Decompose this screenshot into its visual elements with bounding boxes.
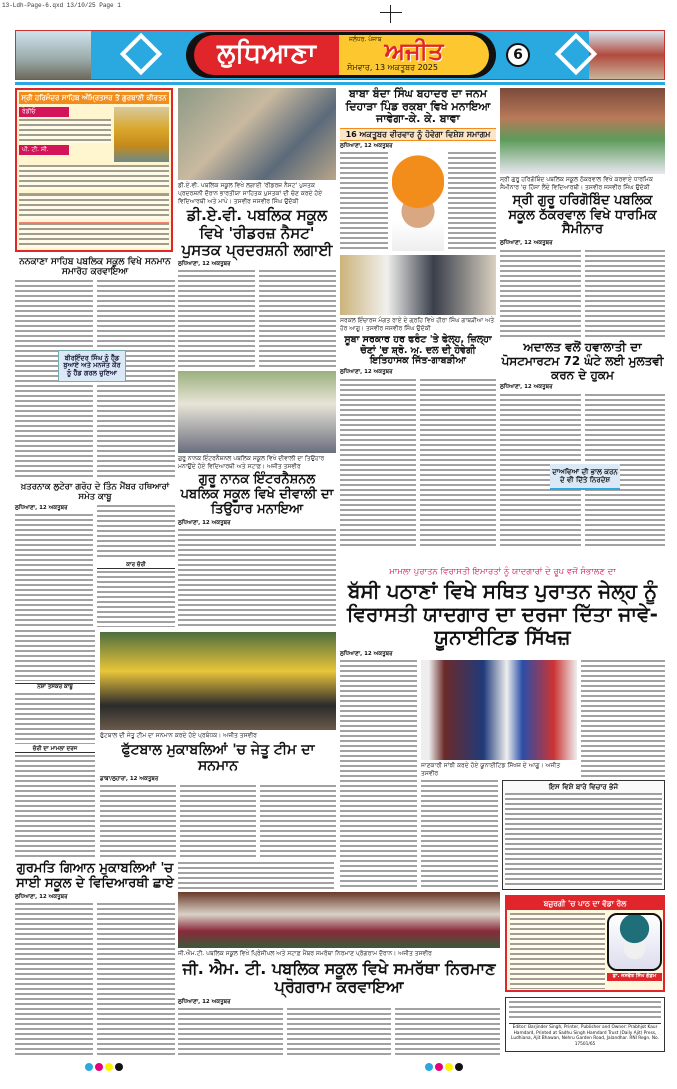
- clock-tower-photo: [589, 31, 664, 79]
- article-body-columns: [340, 660, 665, 890]
- football-team-photo: [100, 632, 336, 730]
- city-name: ਲੁਧਿਆਣਾ: [194, 35, 339, 75]
- side-col: [97, 505, 175, 627]
- golden-temple-photo: [114, 107, 169, 162]
- article-body: [97, 903, 175, 1056]
- dateline: ਲੁਧਿਆਣਾ, 12 ਅਕਤੂਬਰ: [500, 384, 553, 391]
- gabria-headline: ਸੂਬਾ ਸਰਕਾਰ ਹਰ ਫਰੰਟ 'ਤੇ ਫੇਲ੍ਹ, ਜ਼ਿਲ੍ਹਾ ਚੋਣਾਂ 'ਚ ਸ਼੍ਰੋ. ਅ. ਦਲ ਦੀ ਹੋਵੇਗੀ ਇਤਿਹਾਸਕ ਜਿੱਤ-ਗਾਬੜੀਆ: [344, 333, 492, 367]
- robbers-col: [15, 505, 93, 627]
- schedule-text: [19, 222, 169, 248]
- nankana-article: [15, 257, 175, 480]
- ad-person-name: ਡਾ. ਜਸਵੰਤ ਸਿੰਘ ਗੰਡਮ: [607, 973, 662, 981]
- bassi-kicker: ਮਾਮਲਾ ਪੁਰਾਤਨ ਵਿਰਾਸਤੀ ਇਮਾਰਤਾਂ ਨੂੰ ਯਾਦਗਾਰਾਂ ਦੇ ਰੂਪ ਵਜੋਂ ਸੰਭਾਲਣ ਦਾ: [389, 567, 616, 577]
- article-body: [15, 514, 93, 627]
- bawa-headline: ਬਾਬਾ ਬੰਦਾ ਸਿੰਘ ਬਹਾਦਰ ਦਾ ਜਨਮ ਦਿਹਾੜਾ ਪਿੰਡ ਰਕਬਾ ਵਿਖੇ ਮਨਾਇਆ ਜਾਵੇਗਾ-ਕੇ. ਕੇ. ਬਾਵਾ: [345, 87, 491, 126]
- side-item-heading: ਕਾਰ ਚੋਰੀ: [97, 562, 175, 569]
- side-item-heading: ਨਸ਼ਾ ਤਸਕਰ ਕਾਬੂ: [15, 683, 95, 690]
- gurmat-article: [15, 862, 175, 1056]
- dateline: ਲੁਧਿਆਣਾ, 12 ਅਕਤੂਬਰ: [15, 893, 68, 900]
- notice-title: ਇਸ ਵਿਸ਼ੇ ਬਾਰੇ ਵਿਚਾਰ ਭੇਜੋ: [548, 782, 619, 791]
- article-body: [340, 379, 416, 549]
- color-registration-bar: [15, 1062, 665, 1072]
- notice-text: [505, 793, 662, 887]
- photo-credit: ਅਜੀਤ ਤਸਵੀਰ: [266, 463, 301, 471]
- article-body: [178, 862, 334, 890]
- dateline: ਲੁਧਿਆਣਾ, 12 ਅਕਤੂਬਰ: [340, 143, 393, 150]
- dateline: ਡਾਬਾ/ਲੁਹਾਰਾ, 12 ਅਕਤੂਬਰ: [100, 775, 159, 782]
- side-items-column: [15, 630, 95, 858]
- caption-text: ਜਾਣਕਾਰੀ ਸਾਂਝੀ ਕਰਦੇ ਹੋਏ ਯੂਨਾਈਟਿਡ ਸਿੱਖਜ਼ ਦੇ ਆਗੂ।: [421, 761, 544, 769]
- article-body: [420, 379, 496, 549]
- seminar-article: [500, 88, 665, 338]
- photo-credit: ਤਸਵੀਰ ਜਸਵੀਰ ਸਿੰਘ ਉਦੋਕੀ: [233, 197, 299, 205]
- radio-label: ਰੇਡੀਓ: [19, 107, 69, 117]
- notice-box: [502, 780, 665, 891]
- crop-mark: [390, 5, 391, 23]
- photo-credit: ਅਜੀਤ ਤਸਵੀਰ: [421, 761, 561, 777]
- nankana-headline: ਨਨਕਾਣਾ ਸਾਹਿਬ ਪਬਲਿਕ ਸਕੂਲ ਵਿਖੇ ਸਨਮਾਨ ਸਮਾਰੋਹ ਕਰਵਾਇਆ: [19, 257, 171, 278]
- photo-credit: ਅਜੀਤ ਤਸਵੀਰ: [398, 950, 432, 957]
- article-body: [500, 250, 581, 338]
- decor-diamond: [120, 33, 162, 75]
- ad-portrait: [607, 913, 662, 971]
- gurbani-listings: [19, 107, 111, 162]
- article-body-columns: [15, 280, 175, 480]
- photo-caption: [100, 732, 336, 740]
- court-box: ਦਾਅਵਿਆਂ ਦੀ ਭਾਲ ਕਰਨ ਦੇ ਵੀ ਦਿੱਤੇ ਨਿਰਦੇਸ਼: [550, 464, 620, 490]
- photo-credit: ਤਸਵੀਰ ਜਸਵੀਰ ਸਿੰਘ ਉਦੋਕੀ: [585, 183, 650, 191]
- kk-bawa-portrait: [392, 152, 444, 251]
- dateline: ਲੁਧਿਆਣਾ, 12 ਅਕਤੂਬਰ: [15, 504, 68, 511]
- seminar-photo: [500, 88, 665, 174]
- caption-text: ਸ੍ਰੀ ਗੁਰੂ ਹਰਿਗੋਬਿੰਦ ਪਬਲਿਕ ਸਕੂਲ ਠੱਕਰਵਾਲ ਵਿਖੇ ਕਰਵਾਏ ਧਾਰਮਿਕ ਸੈਮੀਨਾਰ 'ਚ ਹਿੱਸਾ ਲੈਂਦੇ ਵਿਦਿਆਰਥੀ।: [500, 176, 653, 191]
- article-body: [178, 529, 336, 628]
- gurmat-headline: ਗੁਰਮਤਿ ਗਿਆਨ ਮੁਕਾਬਲਿਆਂ 'ਚ ਸਾਈ ਸਕੂਲ ਦੇ ਵਿਦਿਆਰਥੀ ਛਾਏ: [16, 861, 174, 891]
- gabria-meeting-photo: [340, 255, 496, 315]
- article-body: [97, 571, 175, 627]
- article-body-columns: [500, 250, 665, 338]
- statue-photo: [16, 31, 91, 79]
- bassi-photo-row: [421, 660, 665, 778]
- article-body-columns: [100, 785, 336, 858]
- tagline: ਜਲੰਧਰ. ਪੰਜਾਬ: [349, 36, 382, 43]
- article-body: [15, 755, 95, 858]
- ad-title: ਬਜ਼ੁਰਗੀ 'ਚ ਪਾਠ ਦਾ ਵੱਡਾ ਰੋਲ: [507, 897, 663, 910]
- caption-text: ਗੁਰੂ ਨਾਨਕ ਇੰਟਰਨੈਸ਼ਨਲ ਪਬਲਿਕ ਸਕੂਲ ਵਿਖੇ ਦੀਵਾਲੀ ਦਾ ਤਿਉਹਾਰ ਮਨਾਉਂਦੇ ਹੋਏ ਵਿਦਿਆਰਥੀ ਅਤੇ ਸਟਾਫ਼।: [178, 455, 325, 471]
- imprint-notice: [509, 1001, 661, 1021]
- caption-text: ਸਰਕਲ ਇੰਚਾਰਜ ਮੰਗਤ ਰਾਏ ਦੇ ਗ੍ਰਹਿ ਵਿਖੇ ਹੀਰਾ ਸਿੰਘ ਗਾਬੜੀਆ ਅਤੇ ਹੋਰ ਆਗੂ।: [340, 317, 495, 332]
- gmt-article: [178, 862, 500, 1056]
- dateline: ਲੁਧਿਆਣਾ, 12 ਅਕਤੂਬਰ: [178, 519, 231, 526]
- bassi-right-area: [421, 660, 665, 890]
- gurbani-title: ਸ੍ਰੀ ਹਰਿਮੰਦਰ ਸਾਹਿਬ ਅੰਮ੍ਰਿਤਸਰ ਤੋਂ ਗੁਰਬਾਣੀ ਕੀਰਤਨ: [19, 92, 169, 104]
- column-b: [178, 88, 336, 628]
- article-body-columns: [15, 903, 175, 1056]
- article-body: [178, 270, 255, 369]
- gabria-article: [340, 255, 496, 548]
- bassi-photo-block: [421, 660, 577, 778]
- article-body: [340, 660, 417, 890]
- head-boy-girl-box: ਬੀਰਇੰਦਰ ਸਿੰਘ ਨੂੰ ਹੈੱਡ ਬੁਆਏ ਅਤੇ ਮਨਜੋਤ ਕੌਰ ਨੂੰ ਹੈੱਡ ਗਰਲ ਚੁਣਿਆ: [58, 350, 126, 382]
- article-body-columns: [340, 152, 496, 251]
- gmt-headline: ਜੀ. ਐਮ. ਟੀ. ਪਬਲਿਕ ਸਕੂਲ ਵਿਖੇ ਸਮਰੱਥਾ ਨਿਰਮਾਣ ਪ੍ਰੋਗਰਾਮ ਕਰਵਾਇਆ: [182, 958, 496, 997]
- article-body: [585, 250, 666, 338]
- football-headline: ਫੁੱਟਬਾਲ ਮੁਕਾਬਲਿਆਂ 'ਚ ਜੇਤੂ ਟੀਮ ਦਾ ਸਨਮਾਨ: [121, 741, 315, 774]
- robbers-headline: ਖ਼ਤਰਨਾਕ ਲੁਟੇਰਾ ਗਰੋਹ ਦੇ ਤਿੰਨ ਮੈਂਬਰ ਹਥਿਆਰਾਂ ਸਮੇਤ ਕਾਬੂ: [20, 482, 170, 502]
- advertisement: [505, 895, 665, 992]
- dav-headline: ਡੀ.ਏ.ਵੀ. ਪਬਲਿਕ ਸਕੂਲ ਵਿਖੇ 'ਰੀਡਰਜ਼ ਨੈਸਟ' ਪੁਸਤਕ ਪ੍ਰਦਰਸ਼ਨੀ ਲਗਾਈ: [181, 206, 333, 259]
- diwali-photo: [178, 371, 336, 453]
- caption-text: ਡੀ.ਏ.ਵੀ. ਪਬਲਿਕ ਸਕੂਲ ਵਿਖੇ ਲਗਾਈ 'ਰੀਡਰਜ਼ ਨੈਸਟ' ਪੁਸਤਕ ਪ੍ਰਦਰਸ਼ਨੀ ਦੌਰਾਨ ਭਾਰਤੀਯਾ ਸਾਹਿਤਕ ਪੁਸਤਕਾਂ ਦੀ ਚੋਣ ਕਰਦੇ ਹੋਏ ਵਿਦਿਆਰਥੀ ਅਤੇ ਮਾਪੇ।: [178, 182, 323, 205]
- page-number: 6: [506, 43, 530, 67]
- photo-credit: ਤਸਵੀਰ ਜਸਵੀਰ ਸਿੰਘ ਉਦੋਕੀ: [365, 324, 431, 332]
- robbers-article: [15, 483, 175, 627]
- photo-caption: [178, 455, 336, 471]
- article-body: [287, 1008, 392, 1056]
- dateline: ਲੁਧਿਆਣਾ, 12 ਅਕਤੂਬਰ: [500, 240, 553, 247]
- bawa-article: [340, 88, 496, 251]
- diwali-headline: ਗੁਰੂ ਨਾਨਕ ਇੰਟਰਨੈਸ਼ਨਲ ਪਬਲਿਕ ਸਕੂਲ ਵਿਖੇ ਦੀਵਾਲੀ ਦਾ ਤਿਉਹਾਰ ਮਨਾਇਆ: [180, 471, 334, 517]
- photo-caption: [421, 762, 577, 778]
- article-body-columns: [178, 1008, 500, 1056]
- article-body: [97, 505, 175, 561]
- article-body: [448, 152, 496, 251]
- article-body: [100, 785, 176, 858]
- photo-caption: [340, 317, 496, 333]
- issue-date: ਸੋਮਵਾਰ, 13 ਅਕਤੂਬਰ 2025: [347, 63, 438, 72]
- article-body-columns: [340, 379, 496, 549]
- article-body: [259, 270, 336, 369]
- article-body: [581, 660, 665, 778]
- imprint-box: [505, 997, 665, 1052]
- dateline: ਲੁਧਿਆਣਾ, 12 ਅਕਤੂਬਰ: [340, 369, 393, 376]
- bassi-headline: ਬੱਸੀ ਪਠਾਣਾਂ ਵਿਖੇ ਸਥਿਤ ਪੁਰਾਤਨ ਜੇਲ੍ਹ ਨੂੰ ਵਿਰਾਸਤੀ ਯਾਦਗਾਰ ਦਾ ਦਰਜਾ ਦਿੱਤਾ ਜਾਵੇ-ਯੂਨਾਈਟਿਡ ਸਿੱਖਜ਼: [347, 578, 658, 649]
- article-body: [15, 903, 93, 1056]
- bawa-subhead: 16 ਅਕਤੂਬਰ ਵੀਰਵਾਰ ਨੂੰ ਹੋਵੇਗਾ ਵਿਸ਼ੇਸ਼ ਸਮਾਗਮ: [340, 128, 496, 141]
- masthead: [15, 30, 665, 80]
- article-body-columns: [500, 394, 665, 548]
- photo-caption: [500, 176, 665, 192]
- article-body-columns: [15, 505, 175, 627]
- photo-caption: [178, 950, 500, 958]
- paper-name: ਅਜੀਤ: [384, 37, 444, 65]
- bassi-article: [340, 568, 665, 890]
- caption-text: ਫੁੱਟਬਾਲ ਦੀ ਜੇਤੂ ਟੀਮ ਦਾ ਸਨਮਾਨ ਕਰਦੇ ਹੋਏ ਪ੍ਰਬੰਧਕ।: [100, 732, 222, 739]
- photo-credit: ਅਜੀਤ ਤਸਵੀਰ: [223, 732, 257, 739]
- seminar-headline: ਸ੍ਰੀ ਗੁਰੂ ਹਰਿਗੋਬਿੰਦ ਪਬਲਿਕ ਸਕੂਲ ਠੱਕਰਵਾਲ ਵਿਖੇ ਧਾਰਮਿਕ ਸੈਮੀਨਾਰ: [508, 192, 657, 238]
- tv-text: [19, 165, 169, 190]
- caption-text: ਜੀ.ਐਮ.ਟੀ. ਪਬਲਿਕ ਸਕੂਲ ਵਿਖੇ ਪ੍ਰਿੰਸੀਪਲ ਅਤੇ ਸਟਾਫ਼ ਮੈਂਬਰ ਸਮਰੱਥਾ ਨਿਰਮਾਣ ਪ੍ਰੋਗਰਾਮ ਦੌਰਾਨ।: [178, 950, 397, 957]
- logo-yellow: [339, 35, 489, 75]
- court-article: [500, 341, 665, 548]
- crop-mark: [380, 12, 402, 13]
- imprint-text: Editor: Barjinder Singh, Printer, Publisher and Owner: Prabhjot Kaur Hamdard, Printed at Sadhu Singh Hamdard Trust (Daily Ajit) Press, Ludhiana, Ajit Bhawan, Nehru Garden Road, Jalandhar. RNI Regn. No. 17501/65: [509, 1023, 661, 1047]
- tv-label: ਪੀ. ਟੀ. ਸੀ.: [19, 145, 69, 155]
- gurbani-schedule-box: [15, 88, 173, 252]
- article-body: [15, 630, 95, 681]
- article-body: [180, 785, 256, 858]
- dateline: ਲੁਧਿਆਣਾ, 12 ਅਕਤੂਬਰ: [178, 998, 231, 1005]
- article-body: [260, 785, 336, 858]
- gmt-school-group-photo: [178, 892, 500, 948]
- article-body: [395, 1008, 500, 1056]
- article-body-columns: [178, 270, 336, 369]
- dateline: ਲੁਧਿਆਣਾ, 12 ਅਕਤੂਬਰ: [340, 650, 393, 657]
- article-body: [178, 1008, 283, 1056]
- photo-caption: [178, 182, 336, 205]
- football-article: [100, 632, 336, 858]
- court-headline: ਅਦਾਲਤ ਵਲੋਂ ਹਵਾਲਾਤੀ ਦਾ ਪੋਸਟਮਾਰਟਮ 72 ਘੰਟੇ ਲਈ ਮੁਲਤਵੀ ਕਰਨ ਦੇ ਹੁਕਮ: [501, 340, 664, 382]
- dateline: ਲੁਧਿਆਣਾ, 12 ਅਕਤੂਬਰ: [178, 261, 231, 268]
- article-body: [340, 152, 388, 251]
- masthead-rule: [15, 82, 665, 85]
- print-slug: 13-Ldh-Page-6.qxd 13/10/25 Page 1: [2, 2, 121, 9]
- ad-text: [510, 913, 605, 989]
- gurbani-top-row: [19, 107, 169, 162]
- article-body: [15, 693, 95, 744]
- radio-text: [19, 119, 111, 143]
- side-item-heading: ਚੋਰੀ ਦਾ ਮਾਮਲਾ ਦਰਜ: [15, 746, 95, 753]
- schedule-text: [19, 193, 169, 219]
- united-sikhs-photo: [421, 660, 577, 760]
- dav-book-fair-photo: [178, 88, 336, 180]
